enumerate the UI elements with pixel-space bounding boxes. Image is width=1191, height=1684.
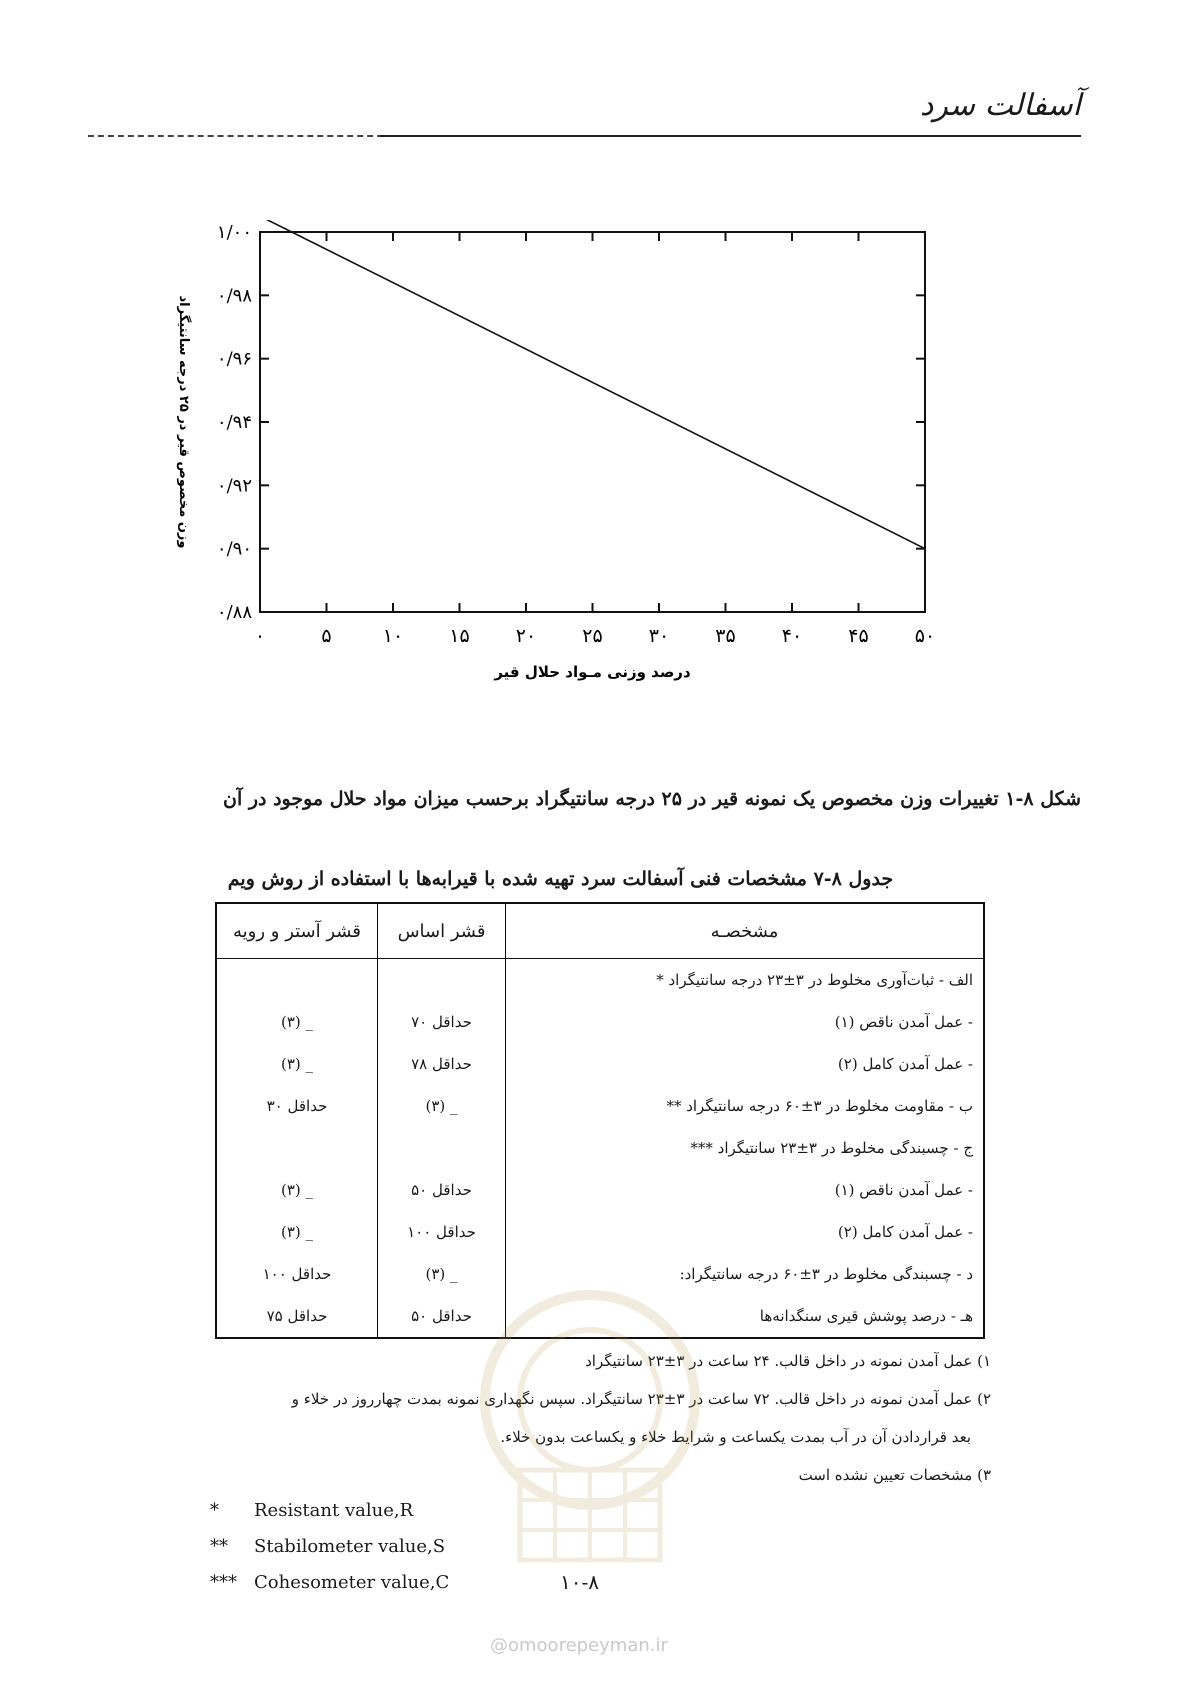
table-row [216, 959, 984, 1002]
y-tick-label: ۰/۹۶ [216, 348, 252, 370]
running-header-title: آسفالت سرد [920, 88, 1081, 123]
legend-mark: ** [210, 1536, 228, 1557]
header-rule-solid [380, 135, 1081, 137]
header-base-layer: قشر اساس [378, 903, 506, 959]
legend-note-resistant [210, 1500, 413, 1521]
y-tick-label: ۰/۹۴ [216, 412, 252, 433]
table-row [216, 1211, 984, 1253]
x-tick-label: ۲۰ [515, 625, 537, 647]
base-layer-cell: حداقل ۱۰۰ [378, 1211, 506, 1253]
x-tick-label: ۰ [254, 625, 266, 647]
base-layer-cell: حداقل ۵۰ [378, 1295, 506, 1338]
publisher-seal-watermark [470, 1270, 710, 1570]
surface-layer-cell: _ (۳) [216, 1043, 378, 1085]
spec-cell: - عمل آمدن کامل (۲) [506, 1211, 985, 1253]
note-3: ۳) مشخصات تعیین نشده است [798, 1466, 991, 1484]
page-number: ۱۰-۸ [560, 1570, 599, 1594]
surface-layer-cell: حداقل ۷۵ [216, 1295, 378, 1338]
x-tick-label: ۲۵ [582, 625, 603, 647]
legend-note-stabilometer [210, 1536, 445, 1557]
site-watermark: @omoorepeyman.ir [490, 1635, 668, 1656]
spec-cell: ب - مقاومت مخلوط در ۳±۶۰ درجه سانتیگراد ** [506, 1085, 985, 1127]
note-2-continued: بعد قراردادن آن در آب بمدت یکساعت و شرایط خلاء و یکساعت بدون خلاء. [500, 1428, 971, 1446]
legend-text: Resistant value,R [254, 1500, 414, 1521]
header-surface-layer: قشر آستر و رویه [216, 903, 378, 959]
surface-layer-cell: حداقل ۳۰ [216, 1085, 378, 1127]
legend-text: Cohesometer value,C [254, 1572, 450, 1593]
surface-layer-cell: _ (۳) [216, 1211, 378, 1253]
x-tick-label: ۱۵ [449, 625, 470, 647]
x-axis-label: درصد وزنی مـواد حلال قیر [494, 663, 691, 681]
spec-cell: - عمل آمدن ناقص (۱) [506, 1169, 985, 1211]
base-layer-cell: حداقل ۵۰ [378, 1169, 506, 1211]
x-tick-label: ۵۰ [914, 625, 936, 647]
table-row [216, 1169, 984, 1211]
note-2: ۲) عمل آمدن نمونه در داخل قالب. ۷۲ ساعت در ۳±۲۳ سانتیگراد. سپس نگهداری نمونه بمدت چهارروز در خلاء و [291, 1390, 991, 1408]
solvent-density-chart [150, 220, 970, 740]
y-tick-label: ۱/۰۰ [216, 222, 252, 243]
table-header-row [216, 903, 984, 959]
surface-layer-cell: حداقل ۱۰۰ [216, 1253, 378, 1295]
legend-text: Stabilometer value,S [254, 1536, 446, 1557]
base-layer-cell [378, 959, 506, 1002]
base-layer-cell: _ (۳) [378, 1085, 506, 1127]
y-tick-label: ۰/۹۲ [216, 475, 252, 497]
legend-note-cohesometer [210, 1572, 449, 1593]
surface-layer-cell [216, 1127, 378, 1169]
table-row [216, 1043, 984, 1085]
y-tick-label: ۰/۹۰ [216, 538, 252, 560]
x-tick-label: ۴۵ [848, 625, 869, 647]
header-spec: مشخصـه [506, 903, 985, 959]
spec-cell: هـ - درصد پوشش قیری سنگدانه‌ها [506, 1295, 985, 1338]
legend-mark: *** [210, 1572, 237, 1593]
y-tick-label: ۰/۹۸ [216, 285, 252, 307]
x-tick-label: ۳۰ [648, 625, 670, 647]
table-row [216, 1127, 984, 1169]
table-row [216, 1085, 984, 1127]
figure-caption: شکل ۸-۱ تغییرات وزن مخصوص یک نمونه قیر در ۲۵ درجه سانتیگراد برحسب میزان مواد حلال موجود در آن [223, 788, 1081, 810]
surface-layer-cell: _ (۳) [216, 1001, 378, 1043]
density-line [260, 220, 925, 549]
x-tick-label: ۵ [321, 625, 332, 647]
base-layer-cell: حداقل ۷۰ [378, 1001, 506, 1043]
y-axis-label: وزن مخصوص قیر در ۲۵ درجه سانتیگراد [176, 295, 191, 549]
spec-cell: ج - چسبندگی مخلوط در ۳±۲۳ سانتیگراد *** [506, 1127, 985, 1169]
spec-cell: د - چسبندگی مخلوط در ۳±۶۰ درجه سانتیگراد: [506, 1253, 985, 1295]
plot-frame [260, 232, 925, 612]
spec-cell: الف - ثبات‌آوری مخلوط در ۳±۲۳ درجه سانتیگراد * [506, 959, 985, 1002]
spec-cell: - عمل آمدن ناقص (۱) [506, 1001, 985, 1043]
base-layer-cell [378, 1127, 506, 1169]
x-tick-label: ۳۵ [715, 625, 736, 647]
base-layer-cell: _ (۳) [378, 1253, 506, 1295]
table-title: جدول ۸-۷ مشخصات فنی آسفالت سرد تهیه شده با قیرابه‌ها با استفاده از روش ویم [227, 868, 894, 890]
base-layer-cell: حداقل ۷۸ [378, 1043, 506, 1085]
x-tick-label: ۴۰ [781, 625, 803, 647]
surface-layer-cell [216, 959, 378, 1002]
y-tick-label: ۰/۸۸ [216, 602, 252, 623]
x-tick-label: ۱۰ [382, 625, 404, 647]
legend-mark: * [210, 1500, 219, 1521]
table-row [216, 1001, 984, 1043]
note-1: ۱) عمل آمدن نمونه در داخل قالب. ۲۴ ساعت در ۳±۲۳ سانتیگراد [585, 1352, 991, 1370]
surface-layer-cell: _ (۳) [216, 1169, 378, 1211]
spec-cell: - عمل آمدن کامل (۲) [506, 1043, 985, 1085]
